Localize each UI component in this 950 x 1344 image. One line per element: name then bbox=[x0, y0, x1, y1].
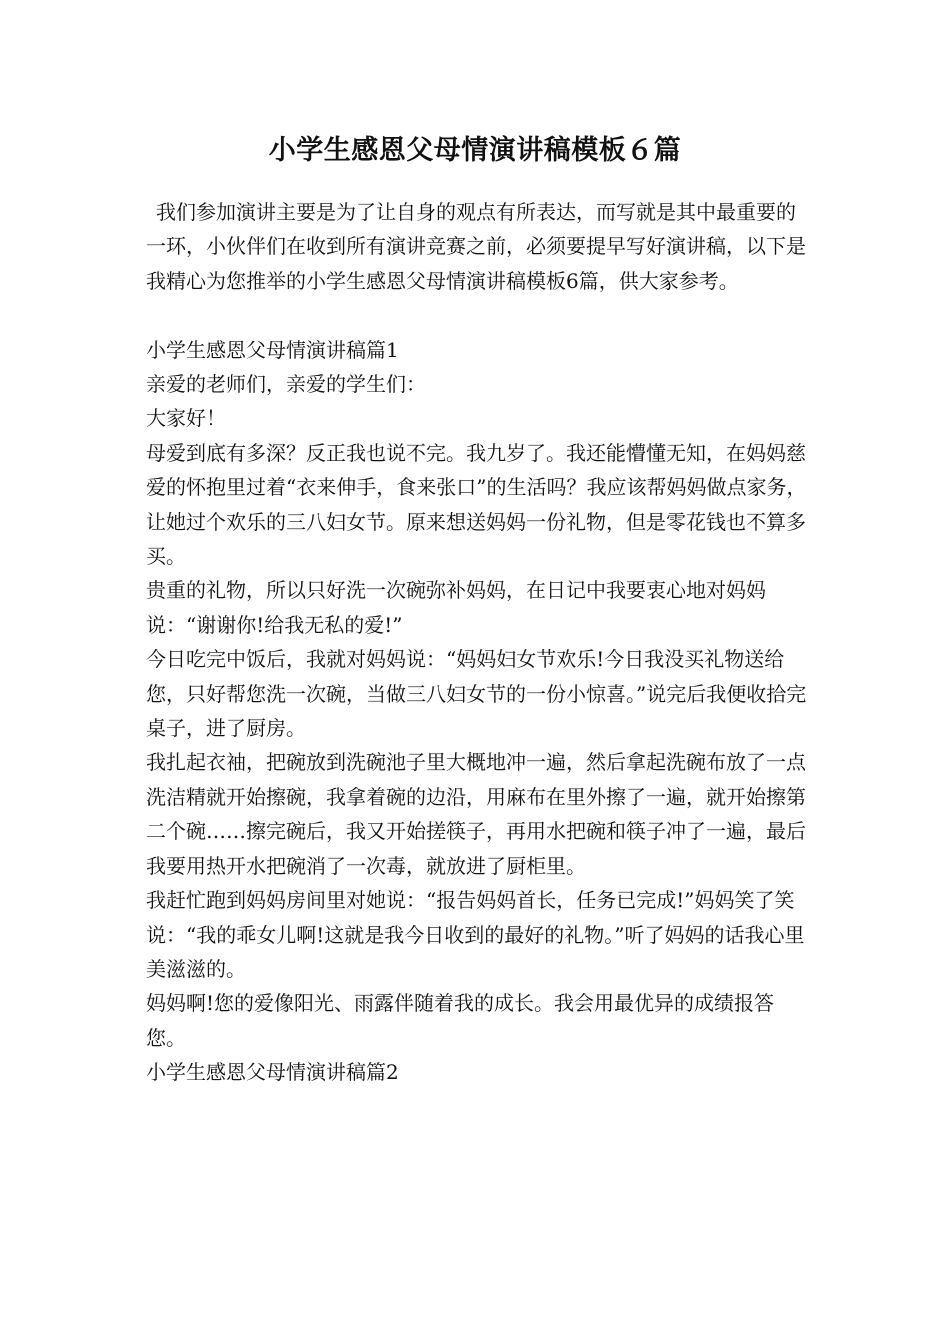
document-body bbox=[146, 195, 810, 1090]
body-paragraph: 今日吃完中饭后，我就对妈妈说：“妈妈妇女节欢乐!今日我没买礼物送给您，只好帮您洗一次碗，当做三八妇女节的一份小惊喜。”说完后我便收拾完桌子，进了厨房。 bbox=[146, 647, 807, 741]
body-paragraph: 贵重的礼物，所以只好洗一次碗弥补妈妈，在日记中我要衷心地对妈妈说：“谢谢你!给我无私的爱!” bbox=[146, 578, 766, 637]
salutation-paragraph: 亲爱的老师们，亲爱的学生们： bbox=[146, 372, 426, 397]
document-title: 小学生感恩父母情演讲稿模板６篇 bbox=[268, 135, 682, 166]
body-paragraph: 母爱到底有多深？反正我也说不完。我九岁了。我还能懵懂无知，在妈妈慈爱的怀抱里过着“衣来伸手，食来张口”的生活吗？我应该帮妈妈做点家务，让她过个欢乐的三八妇女节。原来想送妈妈一份礼物，但是零花钱也不算多买。 bbox=[146, 440, 807, 569]
body-paragraph: 妈妈啊!您的爱像阳光、雨露伴随着我的成长。我会用最优异的成绩报答您。 bbox=[146, 991, 775, 1050]
blank-line bbox=[146, 298, 810, 332]
body-paragraph: 我扎起衣袖，把碗放到洗碗池子里大概地冲一遍，然后拿起洗碗布放了一点洗洁精就开始擦碗，我拿着碗的边沿，用麻布在里外擦了一遍，就开始擦第二个碗……擦完碗后，我又开始搓筷子，再用水把碗和筷子冲了一遍，最后我要用热开水把碗消了一次毒，就放进了厨柜里。 bbox=[146, 750, 806, 878]
intro-paragraph: 我们参加演讲主要是为了让自身的观点有所表达，而写就是其中最重要的一环，小伙伴们在收到所有演讲竞赛之前，必须要提早写好演讲稿，以下是我精心为您推举的小学生感恩父母情演讲稿模板6篇，供大家参考。 bbox=[146, 200, 806, 293]
body-paragraph: 我赶忙跑到妈妈房间里对她说：“报告妈妈首长，任务已完成!”妈妈笑了笑说：“我的乖女儿啊!这就是我今日收到的最好的礼物。”听了妈妈的话我心里美滋滋的。 bbox=[146, 888, 805, 981]
section-heading-2: 小学生感恩父母情演讲稿篇2 bbox=[146, 1060, 399, 1085]
greeting-paragraph: 大家好！ bbox=[146, 406, 226, 431]
section-heading-1: 小学生感恩父母情演讲稿篇1 bbox=[146, 337, 399, 362]
